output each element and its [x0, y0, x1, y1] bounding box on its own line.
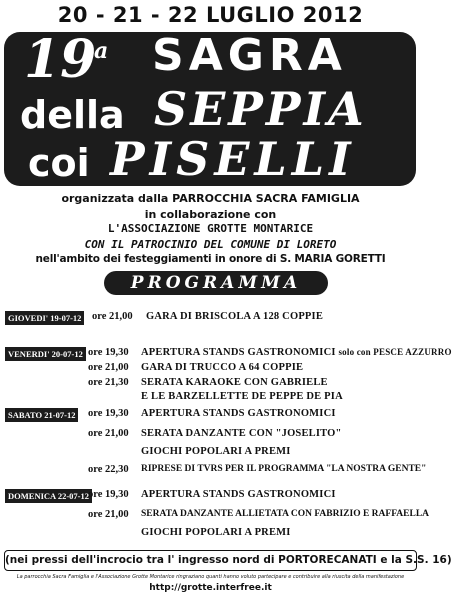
event-description: APERTURA STANDS GASTRONOMICI — [141, 408, 336, 419]
organizer-line-1: organizzata dalla PARROCCHIA SACRA FAMIGLIA — [61, 192, 360, 205]
location-box: (nei pressi dell'incrocio tra l' ingresso nord di PORTORECANATI e la S.S. 16) — [4, 550, 417, 571]
title-seppia: SEPPIA — [154, 82, 367, 136]
event-time: ore 21,00 — [88, 428, 129, 439]
event-description: SERATA DANZANTE ALLIETATA CON FABRIZIO E RAFFAELLA — [141, 509, 430, 519]
title-sagra: SAGRA — [152, 30, 347, 81]
event-time: ore 21,00 — [88, 362, 129, 373]
event-description: GIOCHI POPOLARI A PREMI — [141, 446, 291, 457]
event-description: RIPRESE DI TVRS PER IL PROGRAMMA "LA NOSTRA GENTE" — [141, 464, 427, 474]
organizer-line-3: L'ASSOCIAZIONE GROTTE MONTARICE — [107, 222, 314, 235]
event-description: APERTURA STANDS GASTRONOMICI — [141, 489, 336, 500]
event-time: ore 22,30 — [88, 464, 129, 475]
event-time: ore 21,30 — [88, 377, 129, 388]
event-description: GARA DI TRUCCO A 64 COPPIE — [141, 362, 304, 373]
event-time: ore 21,00 — [92, 311, 133, 322]
day-label-venerdi: VENERDI' 20-07-12 — [5, 347, 86, 361]
edition-number: 19 — [24, 29, 97, 90]
title-coi: coi — [28, 141, 90, 185]
organizer-line-2: in collaborazione con — [144, 208, 277, 221]
event-description: SERATA KARAOKE CON GABRIELE — [141, 377, 328, 388]
event-time: ore 19,30 — [88, 489, 129, 500]
event-time: ore 19,30 — [88, 408, 129, 419]
day-label-giovedi: GIOVEDI' 19-07-12 — [5, 311, 84, 325]
event-note: solo con PESCE AZZURRO — [338, 347, 452, 357]
event-time: ore 21,00 — [88, 509, 129, 520]
title-piselli: PISELLI — [110, 132, 356, 186]
event-dates: 20 - 21 - 22 LUGLIO 2012 — [57, 3, 364, 27]
website-url: http://grotte.interfree.it — [149, 583, 272, 593]
day-label-domenica: DOMENICA 22-07-12 — [5, 489, 92, 503]
festivities-line: nell'ambito dei festeggiamenti in onore di S. MARIA GORETTI — [35, 253, 386, 265]
edition-suffix: a — [94, 38, 109, 64]
programma-heading: PROGRAMMA — [104, 271, 328, 295]
event-description: GIOCHI POPOLARI A PREMI — [141, 527, 291, 538]
event-description: APERTURA STANDS GASTRONOMICI solo con PESCE AZZURRO — [141, 347, 452, 358]
patronage-line: CON IL PATROCINIO DEL COMUNE DI LORETO — [84, 238, 337, 251]
thanks-note: La parrocchia Sacra Famiglia e l'Associazione Grotte Montarice ringraziano quanti hanno voluto partecipare e contribuire alla riuscita della manifestazione — [16, 574, 405, 580]
title-banner — [4, 29, 416, 186]
event-description: SERATA DANZANTE CON "JOSELITO" — [141, 428, 342, 439]
day-label-sabato: SABATO 21-07-12 — [5, 408, 78, 422]
event-description: GARA DI BRISCOLA A 128 COPPIE — [146, 311, 324, 322]
event-description: E LE BARZELLETTE DE PEPPE DE PIA — [141, 391, 343, 402]
event-time: ore 19,30 — [88, 347, 129, 358]
title-della: della — [20, 93, 125, 137]
